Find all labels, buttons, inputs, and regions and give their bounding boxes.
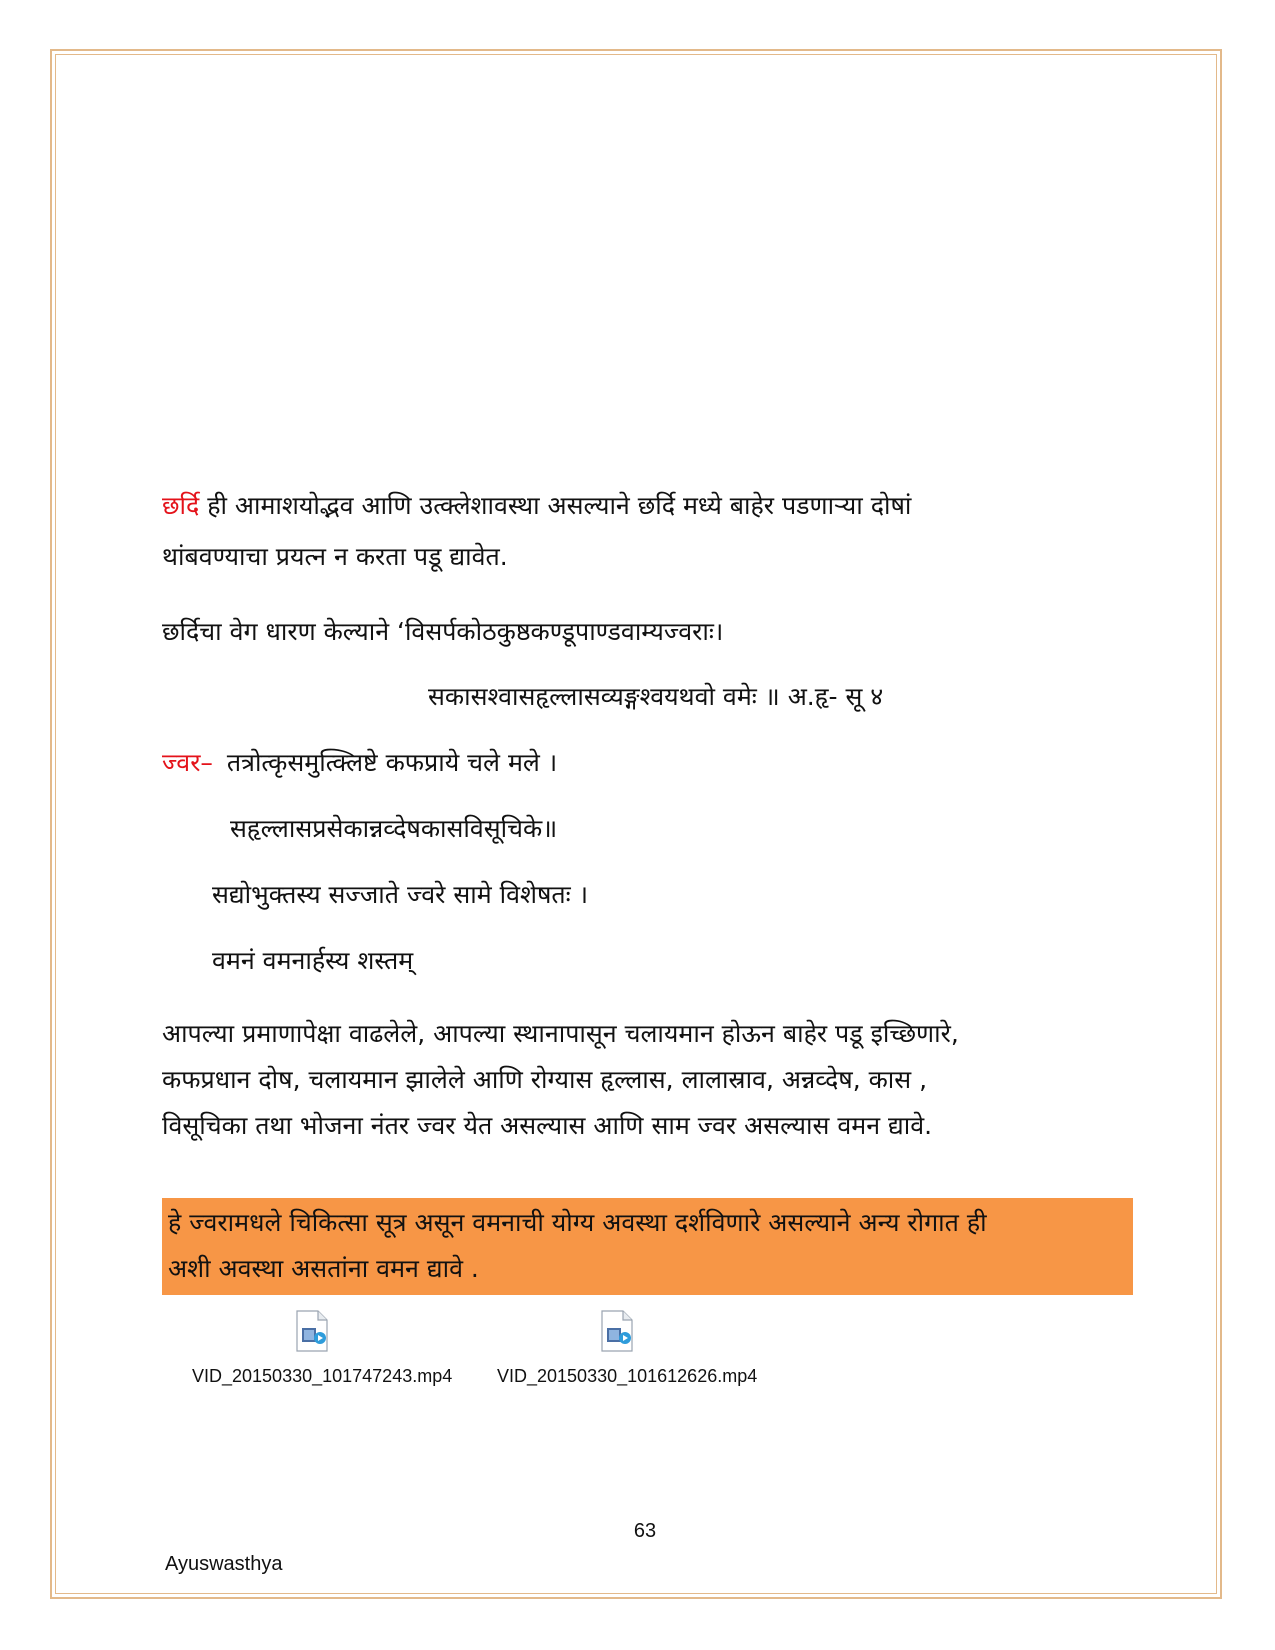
paragraph-vega-line-2: सकासश्वासहृल्लासव्यङ्गश्वयथवो वमेः ॥ अ.हृ- सू ४ (428, 682, 884, 711)
highlight-line-2: अशी अवस्था असतांना वमन द्यावे . (168, 1254, 479, 1283)
term-jwara: ज्वर– (162, 748, 213, 777)
paragraph-chhardi-line-1 (162, 490, 911, 522)
paragraph-explanation-line-1: आपल्या प्रमाणापेक्षा वाढलेले, आपल्या स्थानापासून चलायमान होऊन बाहेर पडू इच्छिणारे, (162, 1019, 959, 1048)
paragraph-text: ही आमाशयोद्भव आणि उत्क्लेशावस्था असल्याने छर्दि मध्ये बाहेर पडणाऱ्या दोषां (207, 491, 912, 520)
verse-jwara-line-3: सद्योभुक्तस्य सज्जाते ज्वरे सामे विशेषतः । (212, 880, 589, 909)
attachment-file-name[interactable]: VID_20150330_101747243.mp4 (192, 1366, 453, 1386)
attachment-file-name[interactable]: VID_20150330_101612626.mp4 (497, 1366, 758, 1386)
video-file-icon (601, 1310, 633, 1352)
footer-title: Ayuswasthya (165, 1553, 283, 1575)
video-file-icon (296, 1310, 328, 1352)
attachment-video-1[interactable] (192, 1310, 453, 1387)
highlight-line-1: हे ज्वरामधले चिकित्सा सूत्र असून वमनाची योग्य अवस्था दर्शविणारे असल्याने अन्य रोगात ही (168, 1208, 987, 1237)
verse-jwara-line-4: वमनं वमनार्हस्य शस्तम् (212, 946, 414, 975)
verse-jwara-line-1 (162, 747, 557, 779)
paragraph-vega-line-1: छर्दिचा वेग धारण केल्याने ‘विसर्पकोठकुष्ठकण्डूपाण्डवाम्यज्वराः। (162, 617, 724, 646)
verse-text: तत्रोत्कृसमुत्क्लिष्टे कफप्राये चले मले । (226, 748, 558, 777)
paragraph-explanation-line-3: विसूचिका तथा भोजना नंतर ज्वर येत असल्यास आणि साम ज्वर असल्यास वमन द्यावे. (162, 1111, 933, 1140)
verse-jwara-line-2: सहृल्लासप्रसेकान्नव्देषकासविसूचिके॥ (230, 814, 558, 843)
paragraph-explanation-line-2: कफप्रधान दोष, चलायमान झालेले आणि रोग्यास हृल्लास, लालास्राव, अन्नव्देष, कास , (162, 1065, 928, 1094)
attachment-video-2[interactable] (497, 1310, 758, 1387)
term-chhardi: छर्दि (162, 491, 200, 520)
page-number: 63 (633, 1520, 657, 1542)
paragraph-chhardi-line-2: थांबवण्याचा प्रयत्न न करता पडू द्यावेत. (162, 542, 508, 571)
highlighted-note (162, 1198, 1133, 1295)
